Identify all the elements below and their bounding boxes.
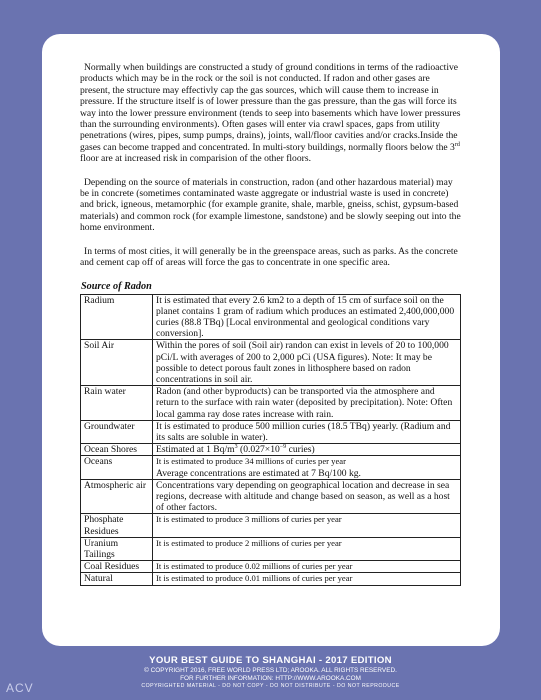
table-row (81, 386, 461, 421)
description-cell: Concentrations vary depending on geographical location and decrease in sea regions, decrease with altitude and change based on season, as well as a host of other factors. (153, 479, 461, 514)
superscript: −9 (279, 443, 287, 450)
cell-text: curies) (286, 444, 315, 456)
source-cell: Phosphate Residues (81, 514, 153, 537)
source-cell: Atmospheric air (81, 479, 153, 514)
source-cell: Rain water (81, 386, 153, 421)
table-row (81, 340, 461, 386)
source-cell: Radium (81, 294, 153, 340)
source-cell: Soil Air (81, 340, 153, 386)
source-cell: Oceans (81, 456, 153, 479)
table-row (81, 514, 461, 537)
footer-info: FOR FURTHER INFORMATION: HTTP://WWW.AROOKA.COM (180, 675, 361, 682)
table-row (81, 456, 461, 479)
paragraph-text: Normally when buildings are constructed a study of ground conditions in terms of the radioactive products which may be in the rock or the soil is not conducted. If radon and other gases are present, the structure may effectivly cap the gas sources, which will cause them to increase in pressure. If the structure itself is of lower pressure than the gas pressure, than the gas will force its way into the lower pressure environment (tends to seep into basements which have lower pressures than the surrounding environments). Often gases will enter via crawl spaces, gaps from utility penetrations (wires, pipes, sump pumps, drains), joints, wall/floor cavities and/or cracks.Inside the gases can become trapped and concentrated. In multi-story buildings, normally floors below the 3 (80, 62, 461, 153)
cell-text: Estimated at 1 Bq/m (156, 444, 235, 456)
description-cell: Radon (and other byproducts) can be transported via the atmosphere and return to the surface with rain water (deposited by precipitation). Note: Often local gamma ray dose rates increase with rain. (153, 386, 461, 421)
description-cell: It is estimated to produce 500 million curies (18.5 TBq) yearly. (Radium and its salts are soluble in water). (153, 420, 461, 443)
table-row (81, 294, 461, 340)
table-row (81, 444, 461, 456)
table-row (81, 479, 461, 514)
table-row (81, 561, 461, 573)
description-cell: It is estimated to produce 2 millions of curies per year (153, 537, 461, 560)
cell-text: (0.027×10 (237, 444, 280, 456)
paragraph-cities: In terms of most cities, it will generally be in the greenspace areas, such as parks. As the concrete and cement cap off of areas will force the gas to concentrate in one specific area. (80, 245, 458, 269)
cell-line: Average concentrations are estimated at 7 Bq/100 kg. (156, 467, 361, 479)
superscript: rd (454, 141, 460, 148)
description-cell: It is estimated to produce 0.01 millions of curies per year (153, 573, 461, 585)
source-cell: Ocean Shores (81, 444, 153, 456)
page-footer (0, 655, 541, 690)
footer-title: YOUR BEST GUIDE TO SHANGHAI - 2017 EDITION (149, 655, 392, 666)
paragraph-materials: Depending on the source of materials in construction, radon (and other hazardous material) may be in concrete (sometimes contaminated waste aggregate or industrial waste is used in concrete) and brick, igneous, metamorphic (for example granite, shale, marble, gneiss, schist, gypsum-based materials) and common rock (for example limestone, sandstone) and be slowly seeping out into the home environment. (80, 176, 461, 234)
footer-copyright: © COPYRIGHT 2016, FREE WORLD PRESS LTD; AROOKA. ALL RIGHTS RESERVED. (144, 667, 397, 674)
description-cell: Within the pores of soil (Soil air) randon can exist in levels of 20 to 100,000 pCi/L with averages of 200 to 2,000 pCi (USA figures). Note: It may be possible to detect porous fault zones in lithosphere based on radon concentrations in soil air. (153, 340, 461, 386)
source-cell: Coal Residues (81, 561, 153, 573)
source-cell: Groundwater (81, 420, 153, 443)
table-caption: Source of Radon (81, 280, 152, 292)
superscript: 3 (234, 443, 238, 450)
table-row (81, 420, 461, 443)
paragraph-text: floor are at increased risk in comparision of the other floors. (80, 153, 311, 165)
paragraph-building-gas (80, 62, 462, 165)
description-cell: It is estimated that every 2.6 km2 to a depth of 15 cm of surface soil on the planet contains 1 gram of radium which produces an estimated 2,400,000,000 curies (88.8 TBq) [Local environmental and geological conditions vary conversion]. (153, 294, 461, 340)
source-cell: Uranium Tailings (81, 537, 153, 560)
description-cell (153, 456, 461, 479)
radon-source-table (80, 294, 461, 586)
table-row (81, 537, 461, 560)
footer-notice: COPYRIGHTED MATERIAL - DO NOT COPY - DO NOT DISTRIBUTE - DO NOT REPRODUCE (141, 683, 400, 689)
source-cell: Natural (81, 573, 153, 585)
description-cell: It is estimated to produce 3 millions of curies per year (153, 514, 461, 537)
description-cell: It is estimated to produce 0.02 millions of curies per year (153, 561, 461, 573)
table-row (81, 573, 461, 585)
document-page (42, 34, 500, 646)
description-cell (153, 444, 461, 456)
watermark: ACV (6, 681, 34, 695)
cell-line: It is estimated to produce 34 millions of curies per year (156, 456, 346, 467)
